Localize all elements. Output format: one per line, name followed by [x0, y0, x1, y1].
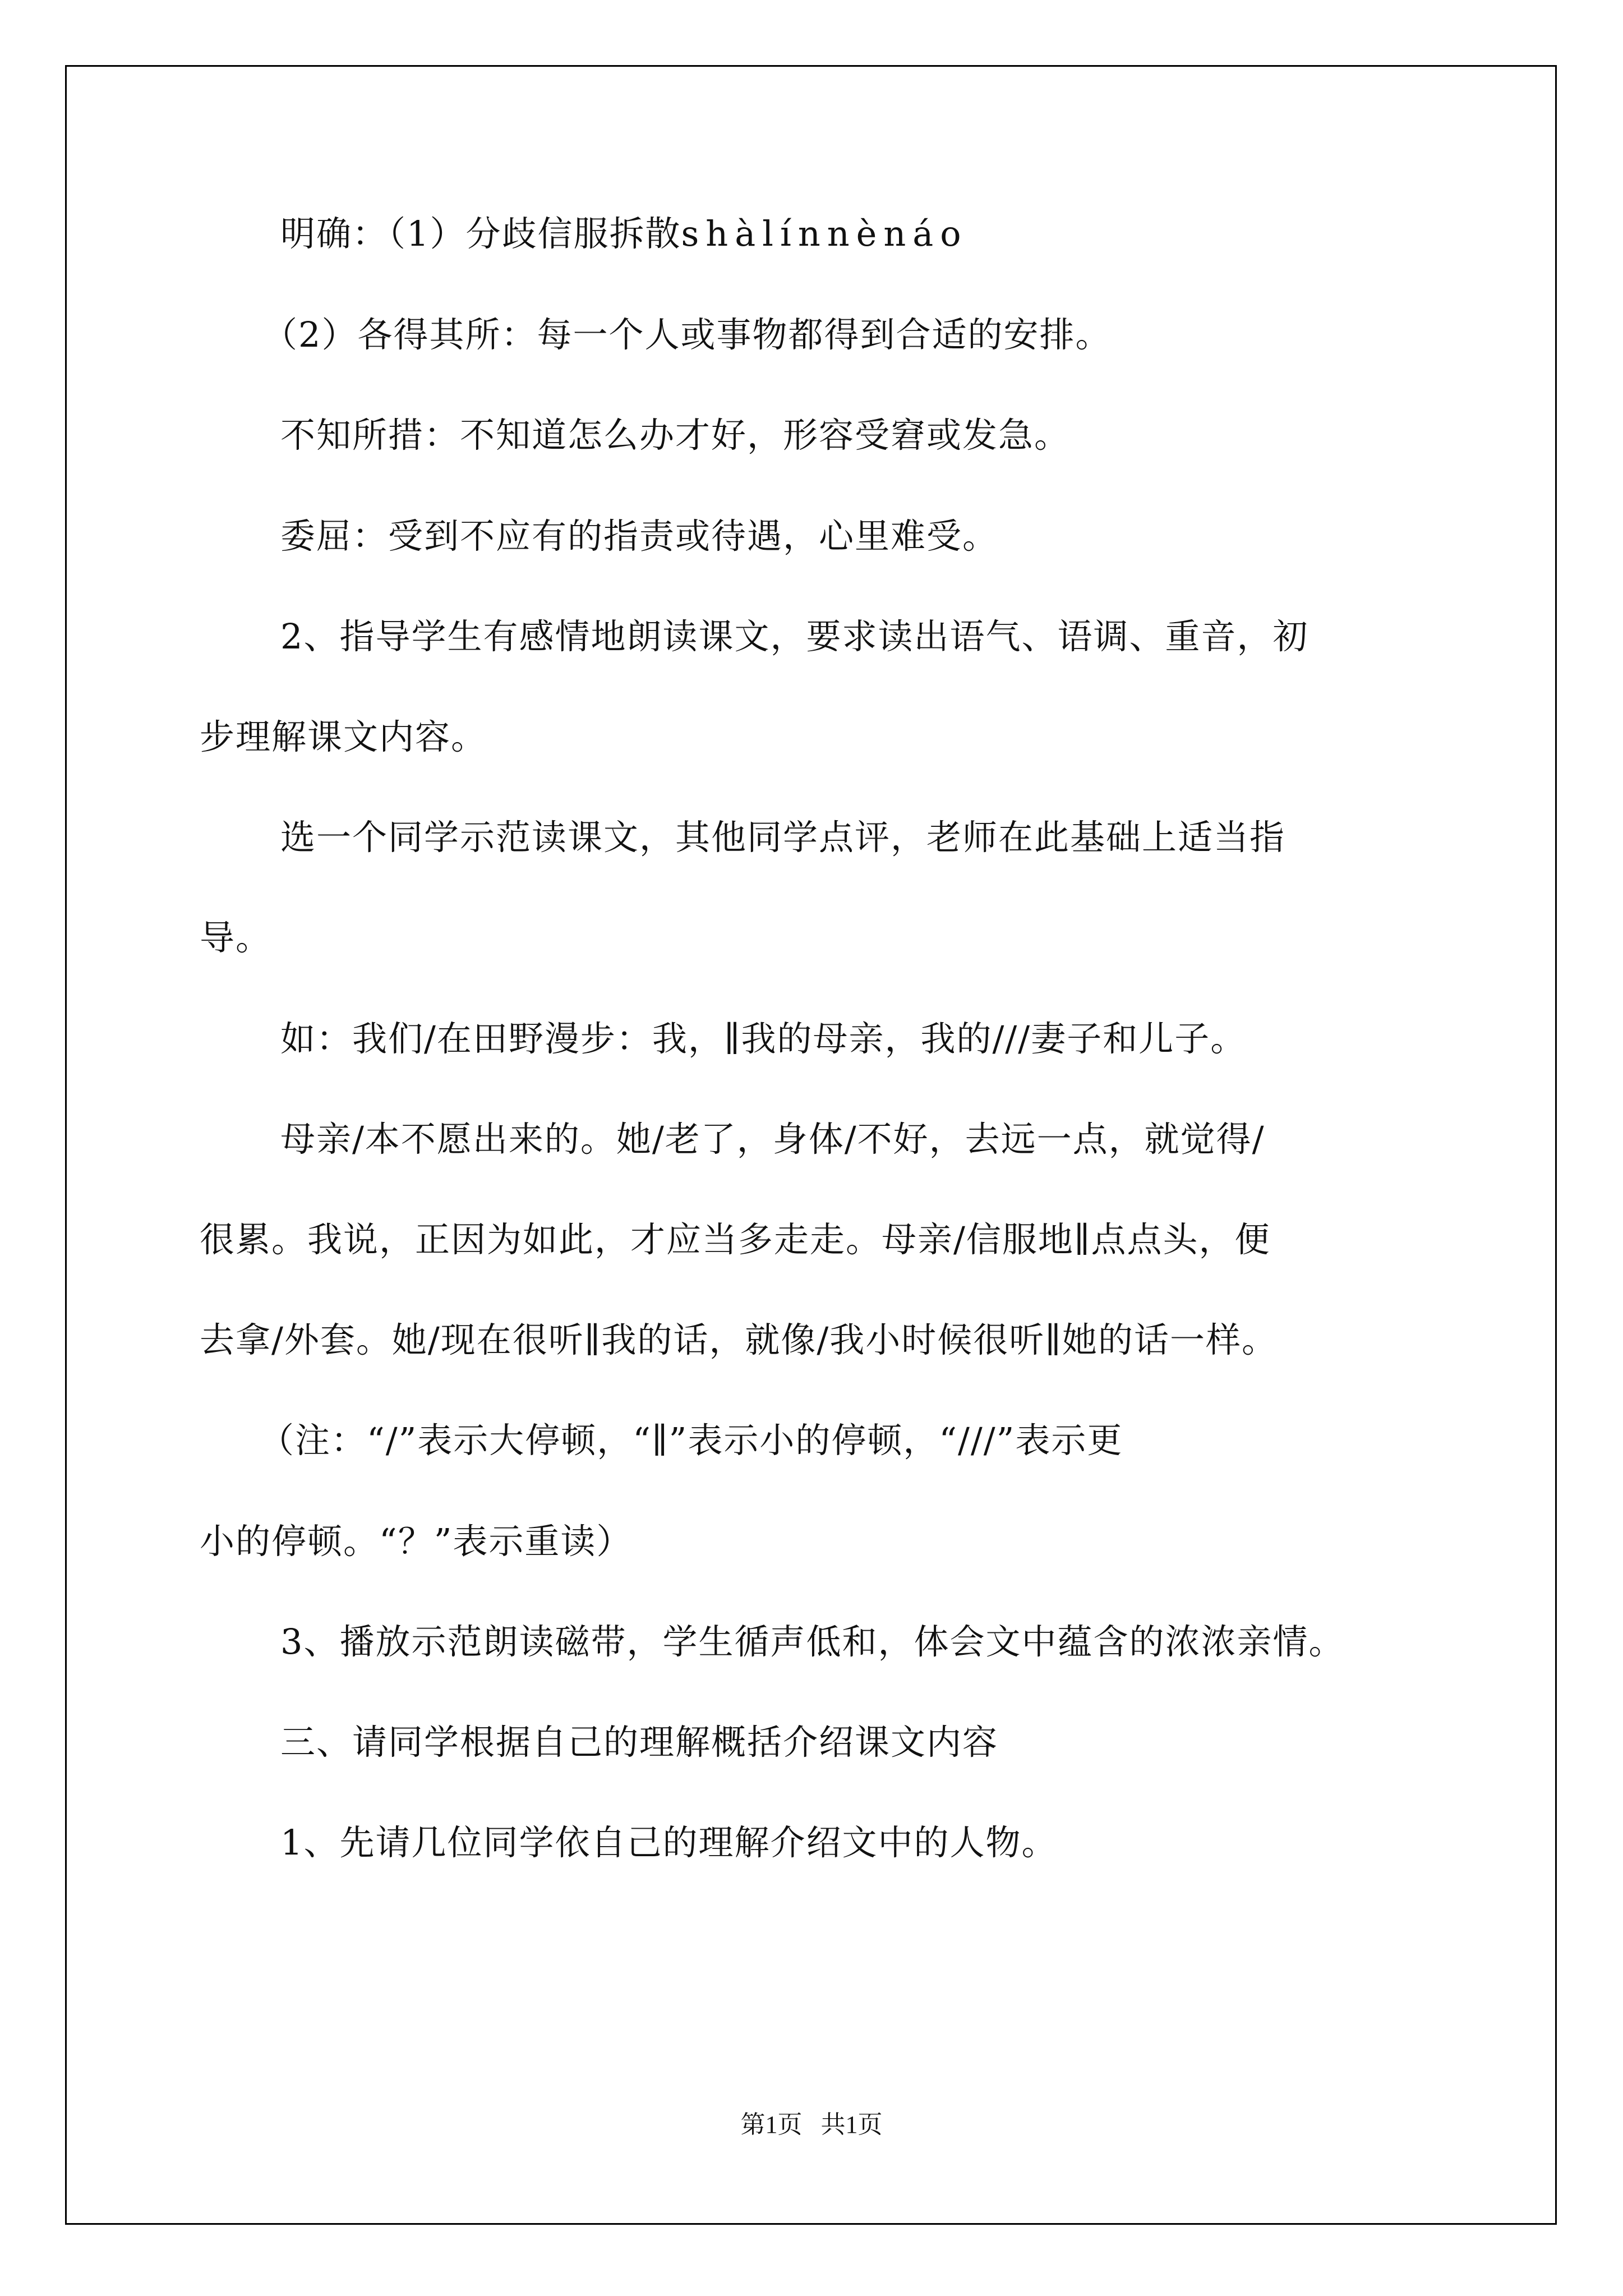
- page-number-footer: 第1页 共1页: [740, 2111, 883, 2138]
- text-line-definition-2: （2）各得其所：每一个人或事物都得到合适的安排。: [262, 314, 1112, 355]
- text-line-example-1: 如：我们/在田野漫步：我，∥我的母亲，我的///妻子和儿子。: [280, 1018, 1247, 1059]
- text-line-step-3: 3、播放示范朗读磁带，学生循声低和，体会文中蕴含的浓浓亲情。: [280, 1621, 1345, 1662]
- text-line-example-4: 去拿/外套。她/现在很听∥我的话，就像/我小时候很听∥她的话一样。: [200, 1319, 1278, 1360]
- text-line-step-2-continued: 步理解课文内容。: [200, 716, 487, 757]
- text-line-definition-4: 委屈：受到不应有的指责或待遇，心里难受。: [280, 516, 999, 556]
- text-line-section-3-heading: 三、请同学根据自己的理解概括介绍课文内容: [280, 1722, 999, 1763]
- text-line-reading-demo: 选一个同学示范读课文，其他同学点评，老师在此基础上适当指: [280, 817, 1286, 858]
- text-line-section-3-step-1: 1、先请几位同学依自己的理解介绍文中的人物。: [280, 1822, 1058, 1863]
- text-line-definition-1: [280, 211, 968, 256]
- text-line-example-2: 母亲/本不愿出来的。她/老了，身体/不好，去远一点，就觉得/: [280, 1119, 1265, 1159]
- definition-prefix: 明确：（1）分歧信服拆散: [280, 213, 681, 254]
- text-line-definition-3: 不知所措：不知道怎么办才好，形容受窘或发急。: [280, 415, 1071, 455]
- text-line-reading-demo-continued: 导。: [200, 917, 272, 958]
- text-line-note-continued: 小的停顿。“？”表示重读）: [200, 1521, 633, 1562]
- text-line-step-2: 2、指导学生有感情地朗读课文，要求读出语气、语调、重音，初: [280, 616, 1309, 657]
- pinyin-annotation: shàlínnènáo: [681, 213, 968, 254]
- text-line-note: （注：“/”表示大停顿，“∥”表示小的停顿，“///”表示更: [259, 1420, 1123, 1461]
- text-line-example-3: 很累。我说，正因为如此，才应当多走走。母亲/信服地∥点点头，便: [200, 1219, 1271, 1260]
